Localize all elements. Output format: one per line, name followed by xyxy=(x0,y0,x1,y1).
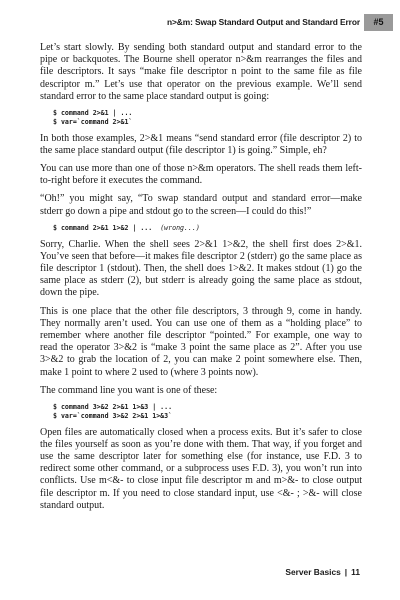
code-line: $ command 2>&1 | ... xyxy=(53,109,133,118)
paragraph-7: The command line you want is one of these: xyxy=(40,384,218,396)
paragraph-2: In both those examples, 2>&1 means “send standard error (file descriptor 2) to the same place standard output (file descriptor 1) is going.” Simple, eh? xyxy=(40,132,362,156)
footer-section: Server Basics xyxy=(285,567,341,577)
code-comment: (wrong...) xyxy=(160,223,200,232)
running-footer xyxy=(285,567,360,577)
paragraph-8: Open files are automatically closed when a process exits. But it’s safer to close the files yourself as soon as you’re done with them. That way, if you forget and use the same descriptor later for something else (for instance, use F.D. 3 to redirect some other command, or a subprocess uses F.D. 3), you won’t run into conflicts. Use m<&- to close input file descriptor m and m>&- to close output file descriptor m. If you need to close standard input, use <&- ; >&- will close standard output. xyxy=(40,426,362,511)
code-line: $ command 3>&2 2>&1 1>&3 | ... xyxy=(53,403,173,412)
paragraph-1: Let’s start slowly. By sending both standard output and standard error to the pipe or backquotes. The Bourne shell operator n>&m rearranges the files and file descriptors. It says “make file descriptor n point to the same file as file descriptor m.” Let’s use that operator on the previous example. We’ll send standard error to the same place standard output is going: xyxy=(40,42,362,102)
code-block-2 xyxy=(53,224,362,233)
running-header xyxy=(0,14,400,32)
footer-separator: | xyxy=(344,567,348,577)
code-line: $ var=`command 2>&1` xyxy=(53,117,133,126)
paragraph-3: You can use more than one of those n>&m operators. The shell reads them left-to-right before it executes the command. xyxy=(40,163,362,187)
paragraph-4: “Oh!” you might say, “To swap standard output and standard error—make stderr go down a pipe and stdout go to the screen—I could do this!” xyxy=(40,193,362,217)
hack-number-tab: #5 xyxy=(364,14,393,31)
paragraph-6: This is one place that the other file descriptors, 3 through 9, come in handy. They normally aren’t used. You can use one of them as a “holding place” to remember where another file descriptor “pointed.” For example, one way to read the operator 3>&2 is “make 3 point the same place as 2”. After you use 3>&2 to grab the location of 2, you can make 2 point somewhere else. Then, make 1 point to where 2 used to (where 3 points now). xyxy=(40,305,362,378)
code-line: $ var=`command 3>&2 2>&1 1>&3` xyxy=(53,411,173,420)
code-command: $ command 2>&1 1>&2 | ... xyxy=(53,223,153,232)
page-number: 11 xyxy=(351,567,360,577)
code-block-1 xyxy=(53,109,362,127)
paragraph-5: Sorry, Charlie. When the shell sees 2>&1 1>&2, the shell first does 2>&1. You’ve seen that before—it makes file descriptor 2 (stderr) go the same place as file descriptor 1 (stdout). Then, the shell does 1>&2. It makes stdout (1) go the same place as stderr (2), but stderr is already going the same place as stdout, down the pipe. xyxy=(40,238,362,299)
running-header-title: n>&m: Swap Standard Output and Standard Error xyxy=(166,17,360,27)
code-block-3 xyxy=(53,403,362,421)
code-line xyxy=(53,224,362,233)
page-body xyxy=(40,42,362,518)
